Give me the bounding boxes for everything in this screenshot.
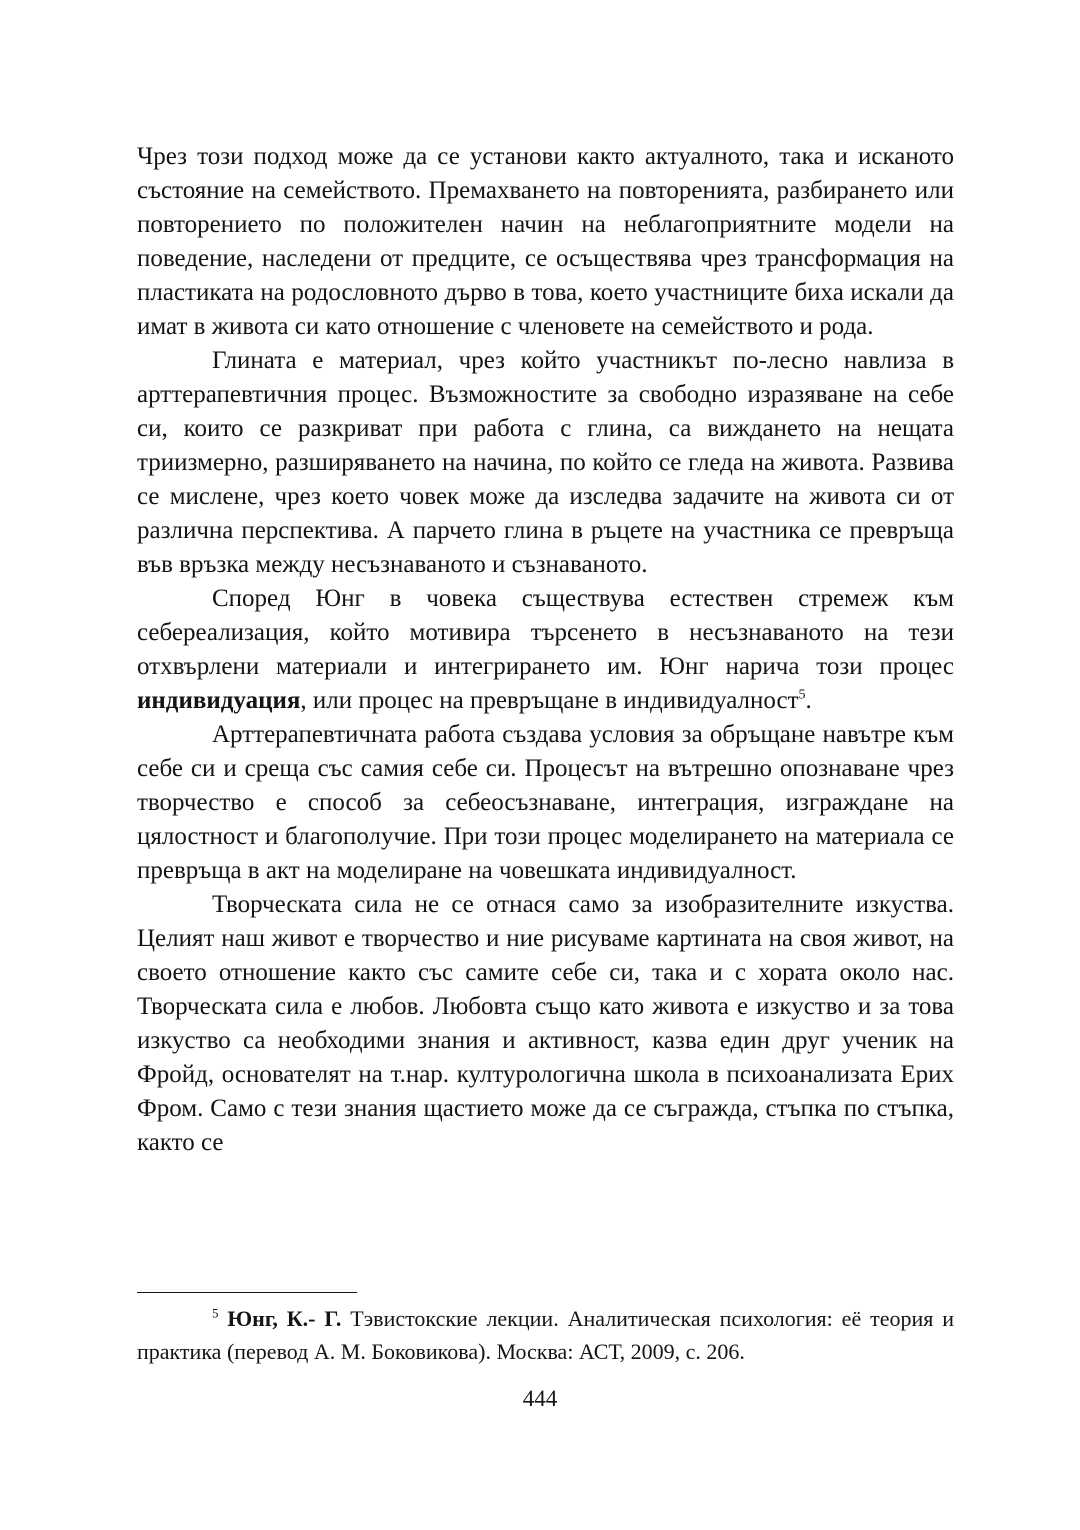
page-number: 444 [522,1386,558,1411]
paragraph: Арттерапевтичната работа създава условия за обръщане навътре към себе си и среща със самия себе си. Процесът на вътрешно опознаване чрез творчество е способ за себеосъзнаване, интеграция, изграждане на цялостност и благополучие. При този процес моделирането на материала се превръща в акт на моделиране на човешката индивидуалност. [137,721,954,884]
paragraph-text: , или процес на превръщане в индивидуалност [300,687,799,714]
footnote-reference[interactable]: 5 [798,687,806,703]
footnote-author: Юнг, К.- Г. [227,1306,342,1331]
paragraph-text: . [805,687,812,714]
paragraph: Творческата сила не се отнася само за изобразителните изкуства. Целият наш живот е творчество и ние рисуваме картината на своя живот, на своето отношение както със самите себе си, така и с хората около нас. Творческата сила е любов. Любовта също като живота е изкуство и за това изкуство са необходими знания и активност, казва един друг ученик на Фройд, основателят на т.нар. културологична школа в психоанализата Ерих Фром. Само с тези знания щастието може да се съгражда, стъпка по стъпка, както се [137,891,954,1156]
footnote [137,1302,954,1368]
footnote-number: 5 [212,1305,219,1321]
footnote-divider [137,1292,357,1293]
body-text [137,140,954,1160]
footnote-text: Тэвистокские лекции. Аналитическая психология: её теория и практика (перевод А. М. Боковикова). Москва: АСТ, 2009, с. 206. [137,1306,955,1364]
paragraph: Глината е материал, чрез който участникът по-лесно навлиза в арттерапевтичния процес. Възможностите за свободно изразяване на себе си, които се разкриват при работа с глина, са виждането на нещата триизмерно, разширяването на начина, по който се гледа на живота. Развива се мислене, чрез което човек може да изследва задачите на живота си от различна перспектива. А парчето глина в ръцете на участника се превръща във връзка между несъзнаваното и съзнаваното. [137,347,954,578]
page-body [137,140,954,1160]
bold-term: индивидуация [137,687,301,714]
paragraph-jung [137,582,954,718]
paragraph-text: Според Юнг в човека съществува естествен стремеж към себереализация, който мотивира търсенето в несъзнаваното на тези отхвърлени материали и интегрирането им. Юнг нарича този процес [137,585,954,680]
paragraph: Чрез този подход може да се установи както актуалното, така и исканото състояние на семейството. Премахването на повторенията, разбирането или повторението по положителен начин на неблагоприятните модели на поведение, наследени от предците, се осъществява чрез трансформация на пластиката на родословното дърво в това, което участниците биха искали да имат в живота си като отношение с членовете на семейството и рода. [137,143,954,340]
